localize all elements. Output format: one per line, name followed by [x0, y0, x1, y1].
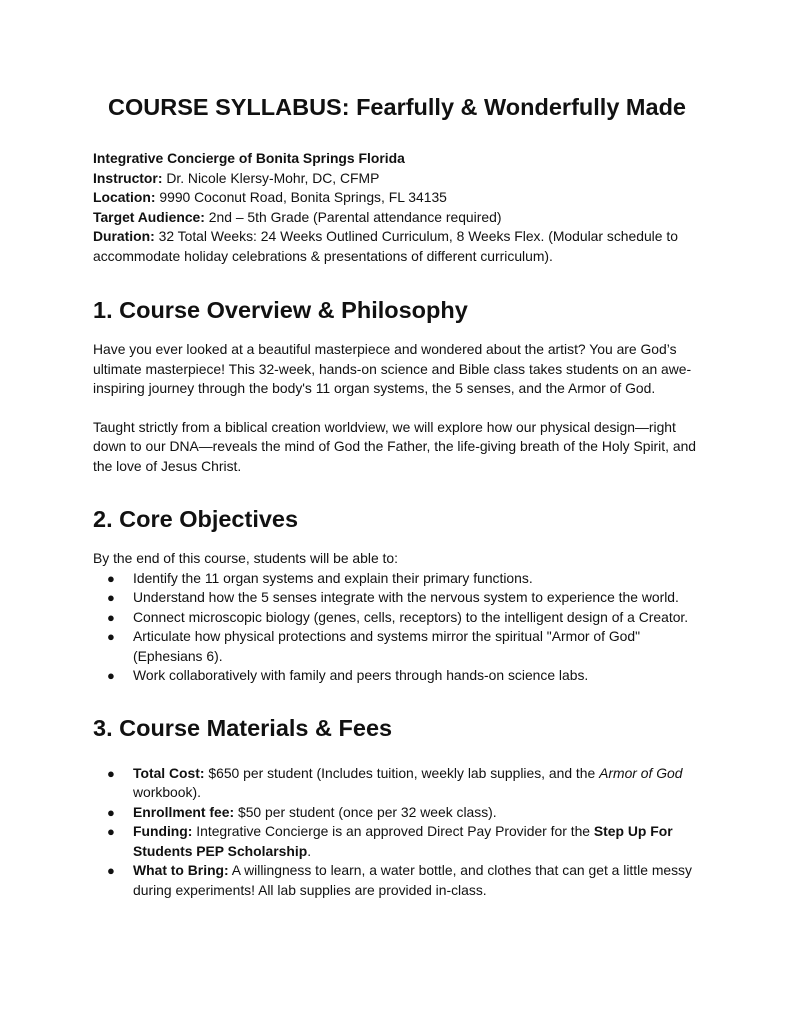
course-info-block [93, 149, 701, 266]
list-item-enrollment-fee [93, 803, 701, 823]
section-heading-overview: 1. Course Overview & Philosophy [93, 297, 468, 323]
funding-label: Funding: [133, 823, 193, 839]
overview-paragraph-1: Have you ever looked at a beautiful masterpiece and wondered about the artist? You are God’s ultimate masterpiece! This 32-week, hands-on science and Bible class takes students on an awe-inspiring journey through the body's 11 organ systems, the 5 senses, and the Armor of God. [93, 341, 692, 396]
materials-list [93, 764, 701, 901]
duration-label: Duration: [93, 228, 155, 244]
document-body [93, 92, 701, 900]
objective-text: Connect microscopic biology (genes, cells, receptors) to the intelligent design of a Creator. [133, 608, 689, 625]
enrollment-fee-text: $50 per student (once per 32 week class). [234, 803, 497, 820]
duration-line [93, 227, 701, 266]
bullet-icon: ● [107, 590, 115, 605]
audience-line [93, 208, 701, 228]
list-item [93, 608, 701, 628]
scholarship-name: Step Up For Students PEP Scholarship [133, 823, 673, 859]
bullet-icon: ● [107, 824, 115, 839]
organization-name: Integrative Concierge of Bonita Springs Florida [93, 150, 405, 166]
bullet-icon: ● [107, 668, 115, 683]
location-line [93, 188, 701, 208]
total-cost-text-end: workbook). [133, 784, 201, 800]
bullet-icon: ● [107, 863, 115, 878]
instructor-value: Dr. Nicole Klersy-Mohr, DC, CFMP [162, 169, 380, 186]
objective-text: Identify the 11 organ systems and explain their primary functions. [133, 569, 533, 586]
duration-value: 32 Total Weeks: 24 Weeks Outlined Curriculum, 8 Weeks Flex. (Modular schedule to accommodate holiday celebrations & presentations of different curriculum). [93, 228, 678, 264]
total-cost-text: $650 per student (Includes tuition, weekly lab supplies, and the [204, 764, 600, 781]
total-cost-label: Total Cost: [133, 764, 205, 781]
objective-text: Understand how the 5 senses integrate with the nervous system to experience the world. [133, 589, 679, 605]
page-title: COURSE SYLLABUS: Fearfully & Wonderfully Made [108, 94, 686, 120]
audience-value: 2nd – 5th Grade (Parental attendance required) [204, 208, 502, 225]
list-item [93, 666, 701, 686]
list-item [93, 627, 701, 666]
what-to-bring-text: A willingness to learn, a water bottle, and clothes that can get a little messy during experiments! All lab supplies are provided in-class. [133, 862, 692, 898]
bullet-icon: ● [107, 570, 115, 586]
funding-text-end: . [307, 842, 312, 859]
list-item-total-cost [93, 764, 701, 803]
bullet-icon: ● [107, 609, 115, 625]
section-heading-objectives: 2. Core Objectives [93, 506, 299, 532]
list-item-what-to-bring [93, 861, 701, 900]
audience-label: Target Audience: [93, 208, 205, 225]
bullet-icon: ● [107, 765, 115, 781]
bullet-icon: ● [107, 804, 115, 820]
instructor-line [93, 169, 701, 189]
list-item-funding [93, 822, 701, 861]
list-item [93, 588, 701, 608]
workbook-title: Armor of God [599, 764, 683, 781]
location-value: 9990 Coconut Road, Bonita Springs, FL 34135 [155, 189, 447, 205]
objectives-intro: By the end of this course, students will be able to: [93, 550, 398, 566]
funding-text: Integrative Concierge is an approved Direct Pay Provider for the [192, 823, 594, 839]
section-heading-materials: 3. Course Materials & Fees [93, 714, 393, 741]
bullet-icon: ● [107, 629, 115, 644]
list-item [93, 569, 701, 589]
what-to-bring-label: What to Bring: [133, 862, 229, 878]
objective-text: Articulate how physical protections and systems mirror the spiritual "Armor of God" (Ephesians 6). [133, 628, 641, 664]
objective-text: Work collaboratively with family and peers through hands-on science labs. [133, 667, 589, 683]
instructor-label: Instructor: [93, 169, 163, 186]
organization-line [93, 149, 701, 169]
enrollment-fee-label: Enrollment fee: [133, 803, 235, 820]
location-label: Location: [93, 189, 156, 205]
objectives-list [93, 569, 701, 686]
overview-paragraph-2: Taught strictly from a biblical creation worldview, we will explore how our physical design—right down to our DNA—reveals the mind of God the Father, the life-giving breath of the Holy Spirit, and the love of Jesus Christ. [93, 418, 697, 474]
